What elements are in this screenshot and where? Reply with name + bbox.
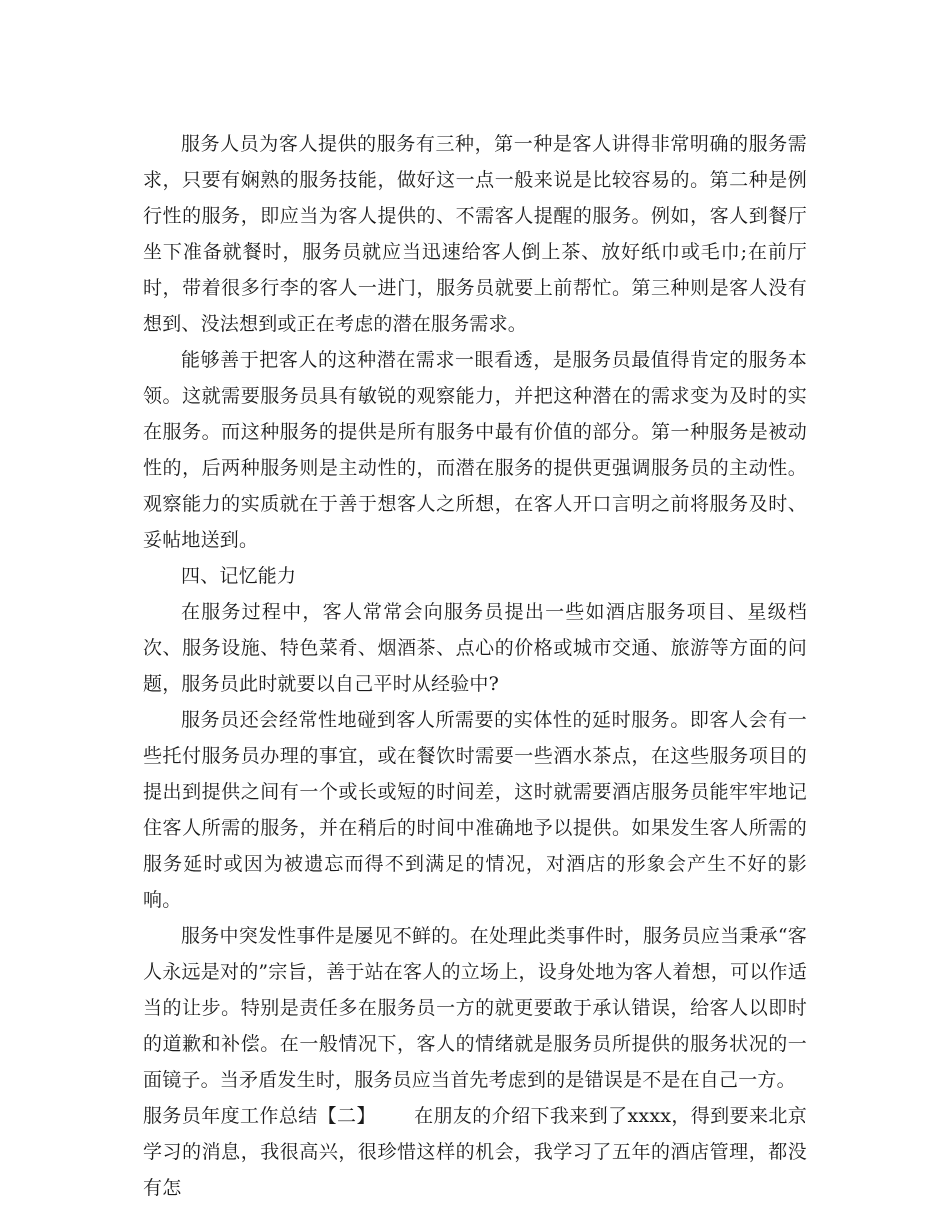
- section-heading-memory: 四、记忆能力: [181, 565, 297, 587]
- summary-text: 在朋友的介绍下我来到了xxxx，得到要来北京学习的消息，我很高兴，很珍惜这样的机会，我学习了五年的酒店管理，都没有怎: [143, 1105, 808, 1199]
- paragraph-guest-questions: 在服务过程中，客人常常会向服务员提出一些如酒店服务项目、星级档次、服务设施、特色菜肴、烟酒茶、点心的价格或城市交通、旅游等方面的问题，服务员此时就要以自己平时从经验中?: [143, 601, 807, 695]
- section-heading-summary: 服务员年度工作总结【二】: [143, 1105, 376, 1127]
- paragraph-observation-ability: 能够善于把客人的这种潜在需求一眼看透，是服务员最值得肯定的服务本领。这就需要服务员具有敏锐的观察能力，并把这种潜在的需求变为及时的实在服务。而这种服务的提供是所有服务中最有价值的部分。第一种服务是被动性的，后两种服务则是主动性的，而潜在服务的提供更强调服务员的主动性。观察能力的实质就在于善于想客人之所想，在客人开口言明之前将服务及时、妥帖地送到。: [143, 349, 807, 551]
- paragraph-delayed-service: 服务员还会经常性地碰到客人所需要的实体性的延时服务。即客人会有一些托付服务员办理的事宜，或在餐饮时需要一些酒水茶点，在这些服务项目的提出到提供之间有一个或长或短的时间差，这时就需要酒店服务员能牢牢地记住客人所需的服务，并在稍后的时间中准确地予以提供。如果发生客人所需的服务延时或因为被遗忘而得不到满足的情况，对酒店的形象会产生不好的影响。: [143, 709, 807, 911]
- paragraph-summary-two: [143, 1098, 807, 1206]
- document-body: [143, 126, 807, 1206]
- paragraph-service-types: 服务人员为客人提供的服务有三种，第一种是客人讲得非常明确的服务需求，只要有娴熟的服务技能，做好这一点一般来说是比较容易的。第二种是例行性的服务，即应当为客人提供的、不需客人提醒的服务。例如，客人到餐厅坐下准备就餐时，服务员就应当迅速给客人倒上茶、放好纸巾或毛巾;在前厅时，带着很多行李的客人一进门，服务员就要上前帮忙。第三种则是客人没有想到、没法想到或正在考虑的潜在服务需求。: [143, 133, 807, 335]
- paragraph-emergency-handling: 服务中突发性事件是屡见不鲜的。在处理此类事件时，服务员应当秉承“客人永远是对的”宗旨，善于站在客人的立场上，设身处地为客人着想，可以作适当的让步。特别是责任多在服务员一方的就更要敢于承认错误，给客人以即时的道歉和补偿。在一般情况下，客人的情绪就是服务员所提供的服务状况的一面镜子。当矛盾发生时，服务员应当首先考虑到的是错误是不是在自己一方。: [143, 925, 807, 1091]
